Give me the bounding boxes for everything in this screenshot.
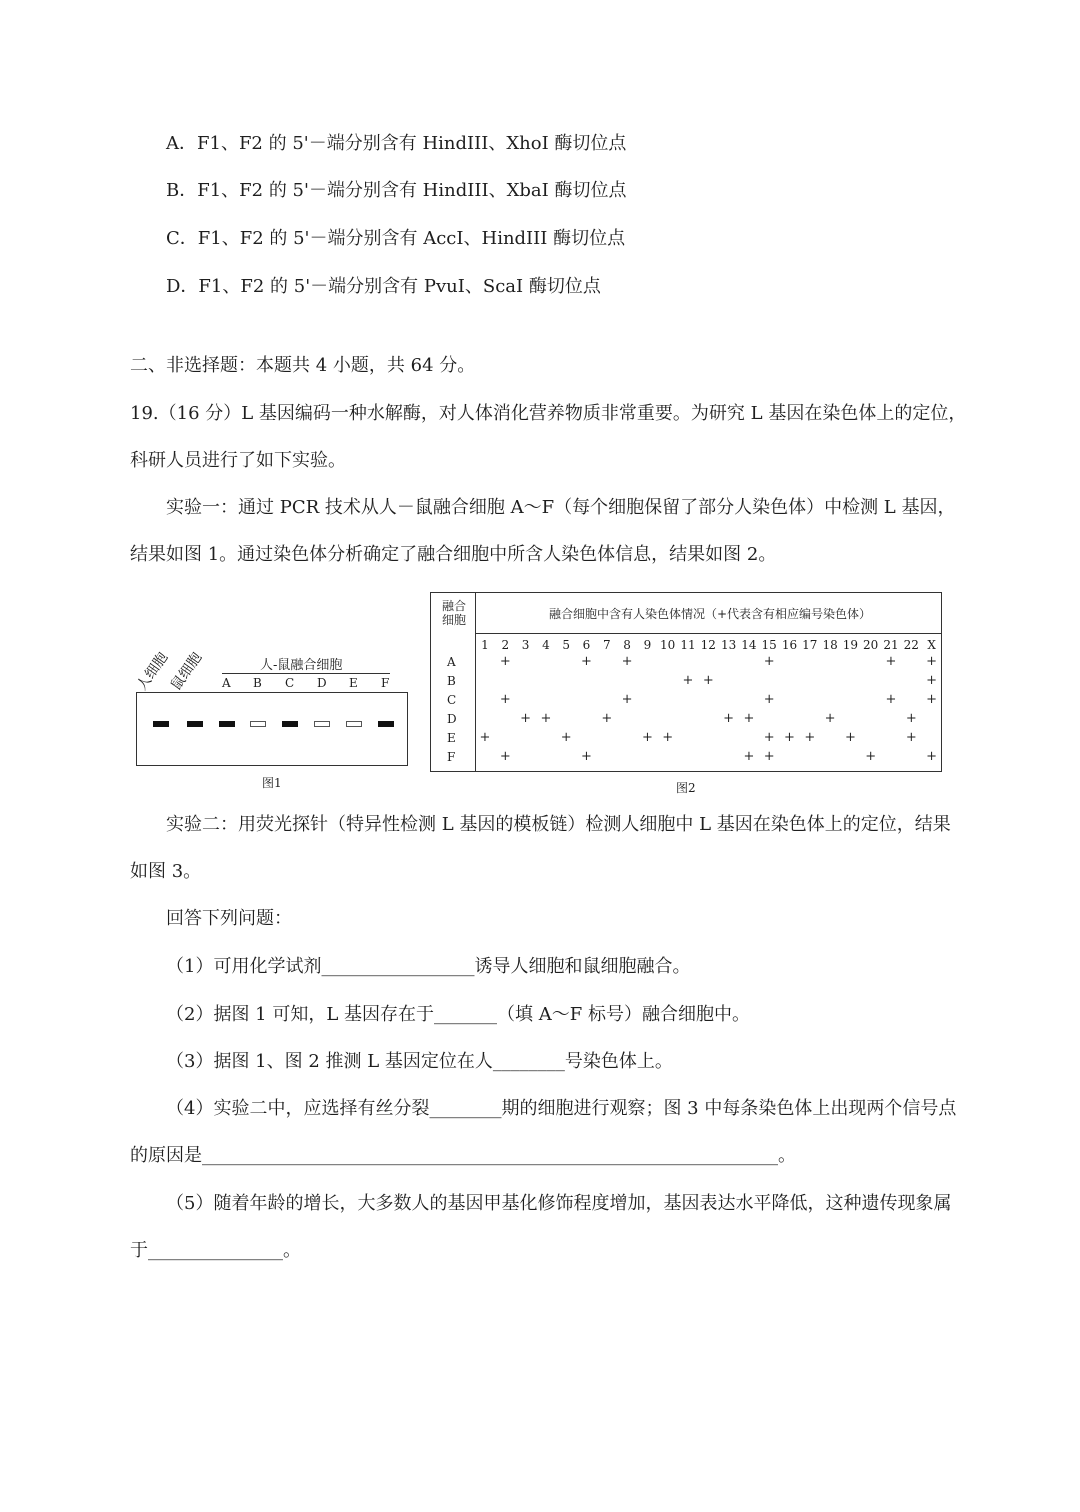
band-mouse	[187, 721, 203, 727]
subquestion-1: （1）可用化学试剂_________________诱导人细胞和鼠细胞融合。	[166, 956, 691, 977]
chromosome-column-5: 5	[562, 638, 570, 652]
plus-mark-f-20: +	[865, 749, 877, 764]
subquestion-4-line1: （4）实验二中，应选择有丝分裂________期的细胞进行观察；图 3 中每条染色体上出现两个信号点	[166, 1098, 957, 1119]
lane-label-a: A	[222, 676, 231, 690]
lane-label-b: B	[253, 676, 262, 690]
lane-label-e: E	[349, 676, 358, 690]
chromosome-column-8: 8	[623, 638, 631, 652]
plus-mark-a-21: +	[885, 654, 897, 669]
plus-mark-d-14: +	[743, 711, 755, 726]
exp1-line2: 结果如图 1。通过染色体分析确定了融合细胞中所含人染色体信息，结果如图 2。	[130, 544, 777, 565]
plus-mark-f-14: +	[743, 749, 755, 764]
band-human	[153, 721, 169, 727]
q19-intro-line2: 科研人员进行了如下实验。	[130, 450, 346, 471]
plus-mark-b-12: +	[702, 673, 714, 688]
chromosome-column-9: 9	[643, 638, 652, 652]
chromosome-column-11: 11	[680, 638, 696, 652]
plus-mark-e-1: +	[479, 730, 491, 745]
lane-label-c: C	[285, 676, 295, 690]
chromosome-column-1: 1	[481, 638, 489, 652]
plus-mark-d-18: +	[824, 711, 836, 726]
exp2-line2: 如图 3。	[130, 861, 202, 882]
figure-1-caption: 图1	[262, 776, 282, 790]
chromosome-column-7: 7	[602, 638, 611, 652]
band-c	[282, 721, 298, 727]
row-label-d: D	[447, 712, 457, 726]
plus-mark-e-16: +	[784, 730, 795, 745]
column-divider	[475, 593, 476, 771]
option-b: B．F1、F2 的 5'－端分别含有 HindIII、XbaI 酶切位点	[166, 180, 627, 201]
chromosome-column-15: 15	[761, 638, 777, 652]
band-e	[346, 721, 362, 727]
chromosome-column-10: 10	[660, 638, 676, 652]
plus-mark-e-17: +	[804, 730, 816, 745]
plus-mark-c-21: +	[885, 692, 897, 707]
figure-2-table	[430, 592, 942, 772]
chromosome-column-6: 6	[582, 638, 591, 652]
plus-mark-d-13: +	[723, 711, 735, 726]
chromosome-column-19: 19	[842, 638, 859, 652]
plus-mark-d-22: +	[905, 711, 917, 726]
row-label-a: A	[447, 655, 456, 669]
figure-1-gel	[120, 640, 420, 800]
row-label-c: C	[447, 693, 457, 707]
chromosome-column-18: 18	[822, 638, 838, 652]
band-d	[314, 721, 330, 727]
chromosome-column-17: 17	[802, 638, 818, 652]
subquestion-3: （3）据图 1、图 2 推测 L 基因定位在人________号染色体上。	[166, 1051, 673, 1072]
fusion-cell-header: 人-鼠融合细胞	[260, 658, 343, 673]
chromosome-column-2: 2	[501, 638, 510, 652]
plus-mark-f-X: +	[926, 749, 938, 764]
plus-mark-c-2: +	[499, 692, 511, 707]
chromosome-column-4: 4	[542, 638, 550, 652]
option-c: C．F1、F2 的 5'－端分别含有 AccI、HindIII 酶切位点	[166, 228, 626, 249]
plus-mark-c-X: +	[926, 692, 938, 707]
figure-2-caption: 图2	[676, 781, 696, 795]
chromosome-column-12: 12	[700, 638, 716, 652]
plus-mark-b-11: +	[682, 673, 694, 688]
gel-box	[136, 692, 408, 766]
row-label-f: F	[447, 750, 456, 764]
plus-mark-d-3: +	[520, 711, 532, 726]
chromosome-column-16: 16	[781, 638, 798, 652]
plus-mark-a-6: +	[581, 654, 592, 669]
plus-mark-a-15: +	[763, 654, 775, 669]
lane-label-d: D	[317, 676, 327, 690]
plus-mark-a-8: +	[621, 654, 633, 669]
plus-mark-e-9: +	[641, 730, 653, 745]
plus-mark-b-X: +	[926, 673, 938, 688]
subquestion-5-line2: 于_______________。	[130, 1240, 301, 1261]
plus-mark-f-6: +	[581, 749, 592, 764]
plus-mark-e-22: +	[905, 730, 917, 745]
plus-mark-c-15: +	[763, 692, 775, 707]
band-a	[219, 721, 235, 727]
row-label-e: E	[447, 731, 456, 745]
exp2-line1: 实验二：用荧光探针（特异性检测 L 基因的模板链）检测人细胞中 L 基因在染色体上的定位，结果	[166, 814, 951, 835]
plus-mark-a-2: +	[499, 654, 511, 669]
subquestion-4-line2: 的原因是________________________________________________________________。	[130, 1145, 796, 1166]
table-header: 融合细胞中含有人染色体情况（+代表含有相应编号染色体）	[549, 607, 872, 621]
corner-label: 融合细胞	[441, 599, 466, 627]
exp1-line1: 实验一：通过 PCR 技术从人－鼠融合细胞 A～F（每个细胞保留了部分人染色体）中检测 L 基因，	[166, 497, 956, 518]
q19-intro-line1: 19.（16 分）L 基因编码一种水解酶，对人体消化营养物质非常重要。为研究 L 基因在染色体上的定位，	[130, 403, 967, 424]
chromosome-column-20: 20	[863, 638, 879, 652]
plus-mark-d-7: +	[601, 711, 613, 726]
option-d: D．F1、F2 的 5'－端分别含有 PvuI、ScaI 酶切位点	[166, 276, 601, 297]
plus-mark-e-10: +	[662, 730, 674, 745]
plus-mark-e-19: +	[844, 730, 856, 745]
plus-mark-d-4: +	[540, 711, 552, 726]
chromosome-column-21: 21	[883, 638, 899, 652]
chromosome-column-14: 14	[741, 638, 757, 652]
subquestion-2: （2）据图 1 可知，L 基因存在于_______（填 A～F 标号）融合细胞中。	[166, 1004, 750, 1025]
human-cell-label: 人细胞	[134, 649, 172, 694]
answer-prompt: 回答下列问题：	[166, 908, 292, 929]
header-divider	[475, 633, 941, 634]
subquestion-5-line1: （5）随着年龄的增长，大多数人的基因甲基化修饰程度增加，基因表达水平降低，这种遗传现象属	[166, 1193, 952, 1214]
row-label-b: B	[447, 674, 456, 688]
plus-mark-a-X: +	[926, 654, 938, 669]
fusion-header-underline	[222, 673, 390, 674]
band-f	[378, 721, 394, 727]
lane-label-f: F	[381, 676, 390, 690]
plus-mark-f-2: +	[499, 749, 511, 764]
mouse-cell-label: 鼠细胞	[168, 649, 206, 694]
plus-mark-e-5: +	[560, 730, 572, 745]
chromosome-column-X: X	[927, 638, 936, 652]
plus-mark-c-8: +	[621, 692, 633, 707]
section-title: 二、非选择题：本题共 4 小题，共 64 分。	[130, 355, 476, 376]
plus-mark-f-15: +	[763, 749, 775, 764]
plus-mark-e-15: +	[763, 730, 775, 745]
band-b	[250, 721, 266, 727]
chromosome-column-22: 22	[903, 638, 919, 652]
chromosome-column-3: 3	[521, 638, 530, 652]
chromosome-column-13: 13	[720, 638, 737, 652]
option-a: A．F1、F2 的 5'－端分别含有 HindIII、XhoI 酶切位点	[166, 133, 627, 154]
